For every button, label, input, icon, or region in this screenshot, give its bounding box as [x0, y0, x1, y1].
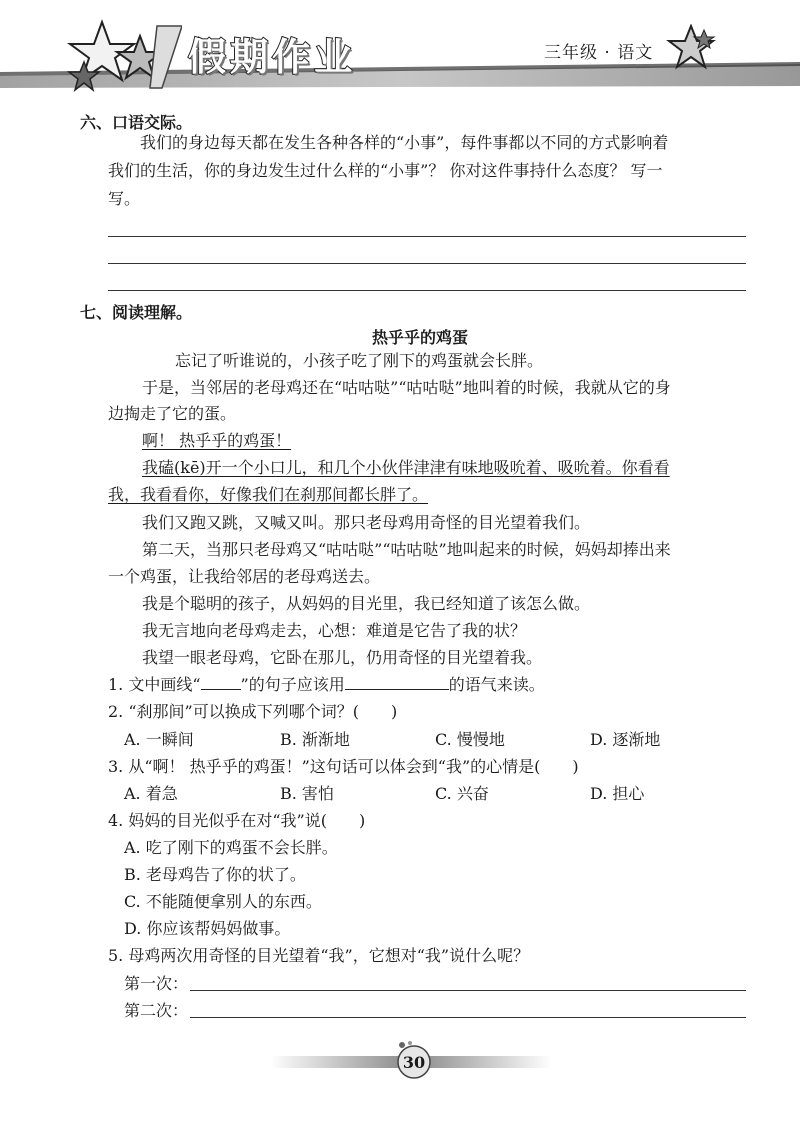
second-time-answer-line[interactable]: [190, 1017, 746, 1018]
second-time-label: 第二次：: [124, 1001, 189, 1020]
question-4-option-d[interactable]: D. 你应该帮妈妈做事。: [124, 919, 291, 938]
section-6-heading: 六、口语交际。: [80, 113, 193, 132]
passage-paragraph-underlined: 我磕(kē)开一个小口儿，和几个小伙伴津津有味地吸吮着、吸吮着。你看看: [142, 458, 670, 477]
question-2-option-c[interactable]: C. 慢慢地: [435, 730, 505, 749]
question-1-text: 1. 文中画线“: [108, 675, 201, 694]
passage-paragraph: 我无言地向老母鸡走去，心想：难道是它告了我的状？: [142, 621, 527, 640]
question-3-option-a[interactable]: A. 着急: [124, 784, 178, 803]
stars-logo-icon: [62, 18, 182, 98]
question-2-text: 2. “刹那间”可以换成下列哪个词？( ): [108, 702, 398, 721]
passage-paragraph-underlined: 我，我看看你，好像我们在刹那间都长胖了。: [108, 485, 429, 504]
passage-paragraph: 一个鸡蛋，让我给邻居的老母鸡送去。: [108, 567, 381, 586]
question-3-option-d[interactable]: D. 担心: [590, 784, 645, 803]
question-1-answer-blank[interactable]: [345, 673, 449, 690]
question-3-option-c[interactable]: C. 兴奋: [435, 784, 489, 803]
first-time-answer-line[interactable]: [190, 990, 746, 991]
answer-line-1[interactable]: [108, 236, 746, 237]
page-number: 30: [402, 1053, 426, 1072]
passage-paragraph: 我望一眼老母鸡，它卧在那儿，仍用奇怪的目光望着我。: [142, 648, 543, 667]
question-1-text: ”的句子应该用: [240, 675, 345, 694]
passage-paragraph: 第二天，当那只老母鸡又“咕咕哒”“咕咕哒”地叫起来的时候，妈妈却捧出来: [142, 540, 671, 559]
passage-paragraph: 忘记了听谁说的，小孩子吃了刚下的鸡蛋就会长胖。: [175, 351, 544, 370]
question-4-option-c[interactable]: C. 不能随便拿别人的东西。: [124, 892, 322, 911]
header-title: 假期作业: [188, 35, 357, 79]
passage-paragraph: 于是，当邻居的老母鸡还在“咕咕哒”“咕咕哒”地叫着的时候，我就从它的身: [142, 378, 671, 397]
answer-line-3[interactable]: [108, 290, 746, 291]
passage-paragraph: 我是个聪明的孩子，从妈妈的目光里，我已经知道了该怎么做。: [142, 594, 591, 613]
question-4-text: 4. 妈妈的目光似乎在对“我”说( ): [108, 811, 366, 830]
underline-sample-blank: [201, 673, 241, 690]
grade-subject-label: 三年级 · 语文: [544, 43, 654, 63]
section-7-heading: 七、阅读理解。: [80, 303, 193, 322]
question-4-option-a[interactable]: A. 吃了刚下的鸡蛋不会长胖。: [124, 838, 338, 857]
question-2-option-a[interactable]: A. 一瞬间: [124, 730, 194, 749]
passage-paragraph: 边掏走了它的蛋。: [108, 404, 237, 423]
first-time-label: 第一次：: [124, 974, 189, 993]
question-5-text: 5. 母鸡两次用奇怪的目光望着“我”，它想对“我”说什么呢？: [108, 946, 530, 965]
star-decoration-icon: [666, 24, 716, 70]
answer-line-2[interactable]: [108, 263, 746, 264]
question-2-option-b[interactable]: B. 渐渐地: [280, 730, 350, 749]
question-2-option-d[interactable]: D. 逐渐地: [590, 730, 661, 749]
question-1-text: 的语气来读。: [448, 675, 545, 694]
question-1: [108, 672, 545, 698]
question-3-text: 3. 从“啊！ 热乎乎的鸡蛋！”这句话可以体会到“我”的心情是( ): [108, 757, 579, 776]
passage-paragraph-underlined: 啊！ 热乎乎的鸡蛋！: [142, 431, 292, 450]
passage-title: 热乎乎的鸡蛋: [372, 328, 469, 347]
section-6-prompt-line-2: 我们的生活，你的身边发生过什么样的“小事”？ 你对这件事持什么态度？ 写一: [108, 161, 663, 180]
passage-paragraph: 我们又跑又跳，又喊又叫。那只老母鸡用奇怪的目光望着我们。: [142, 513, 591, 532]
question-4-option-b[interactable]: B. 老母鸡告了你的状了。: [124, 865, 306, 884]
section-6-prompt-line-3: 写。: [108, 189, 141, 208]
section-6-prompt-line-1: 我们的身边每天都在发生各种各样的“小事”，每件事都以不同的方式影响着: [140, 133, 669, 152]
question-3-option-b[interactable]: B. 害怕: [280, 784, 334, 803]
